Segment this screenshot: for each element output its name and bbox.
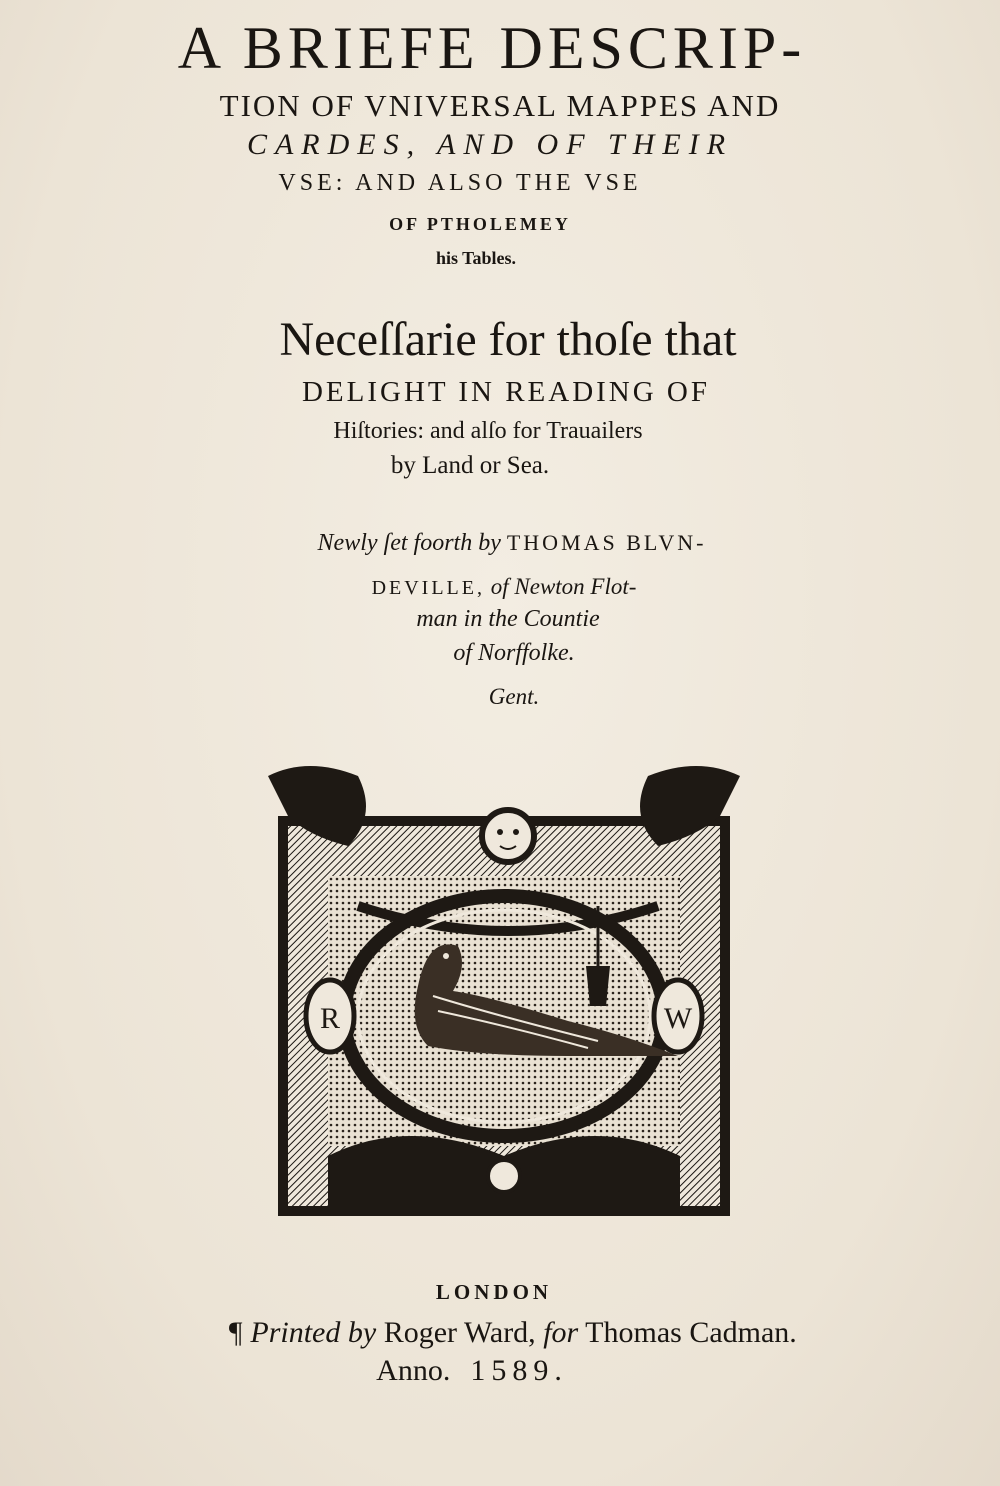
imprint-printer: Roger Ward, xyxy=(383,1316,536,1349)
imprint-place: LONDON xyxy=(435,1280,553,1304)
printers-device-woodcut-icon xyxy=(268,756,740,1226)
author-line-5: Gent. xyxy=(488,684,540,709)
imprint-date-line xyxy=(0,1354,972,1388)
subtitle-line-1: Neceſſarie for thoſe that xyxy=(279,313,737,366)
author-line-4: of Norffolke. xyxy=(453,640,575,666)
imprint-anno: Anno. xyxy=(376,1354,451,1387)
imprint-printed-by: ¶ Printed by xyxy=(227,1316,377,1349)
imprint-for: for xyxy=(543,1316,579,1349)
device-initial-right: W xyxy=(663,1002,693,1035)
subtitle-line-3: Hiſtories: and alſo for Trauailers xyxy=(333,418,643,444)
title-line-3: CARDES, AND OF THEIR xyxy=(246,128,734,161)
title-line-2: TION OF VNIVERSAL MAPPES AND xyxy=(219,88,781,123)
author-line-2 xyxy=(4,574,1000,600)
imprint-year: 1589. xyxy=(470,1354,568,1387)
subtitle-line-2: DELIGHT IN READING OF xyxy=(301,376,710,408)
title-line-5: OF PTHOLEMEY xyxy=(389,214,571,234)
subtitle-line-4: by Land or Sea. xyxy=(390,452,550,479)
imprint-printer-line xyxy=(12,1316,1000,1350)
author-intro: Newly ſet foorth by xyxy=(317,530,501,556)
author-name-part-2: DEVILLE, xyxy=(371,577,485,599)
author-place: of Newton Flot- xyxy=(490,574,637,599)
author-line-1 xyxy=(12,530,1000,557)
imprint-publisher: Thomas Cadman. xyxy=(585,1316,797,1349)
title-line-6: his Tables. xyxy=(435,248,517,268)
device-initial-left: R xyxy=(319,1002,341,1035)
title-line-1: A BRIEFE DESCRIP- xyxy=(177,15,807,81)
title-line-4: VSE: AND ALSO THE VSE xyxy=(278,170,642,196)
author-line-3: man in the Countie xyxy=(416,606,600,632)
author-name-part-1: THOMAS BLVN- xyxy=(506,530,707,555)
